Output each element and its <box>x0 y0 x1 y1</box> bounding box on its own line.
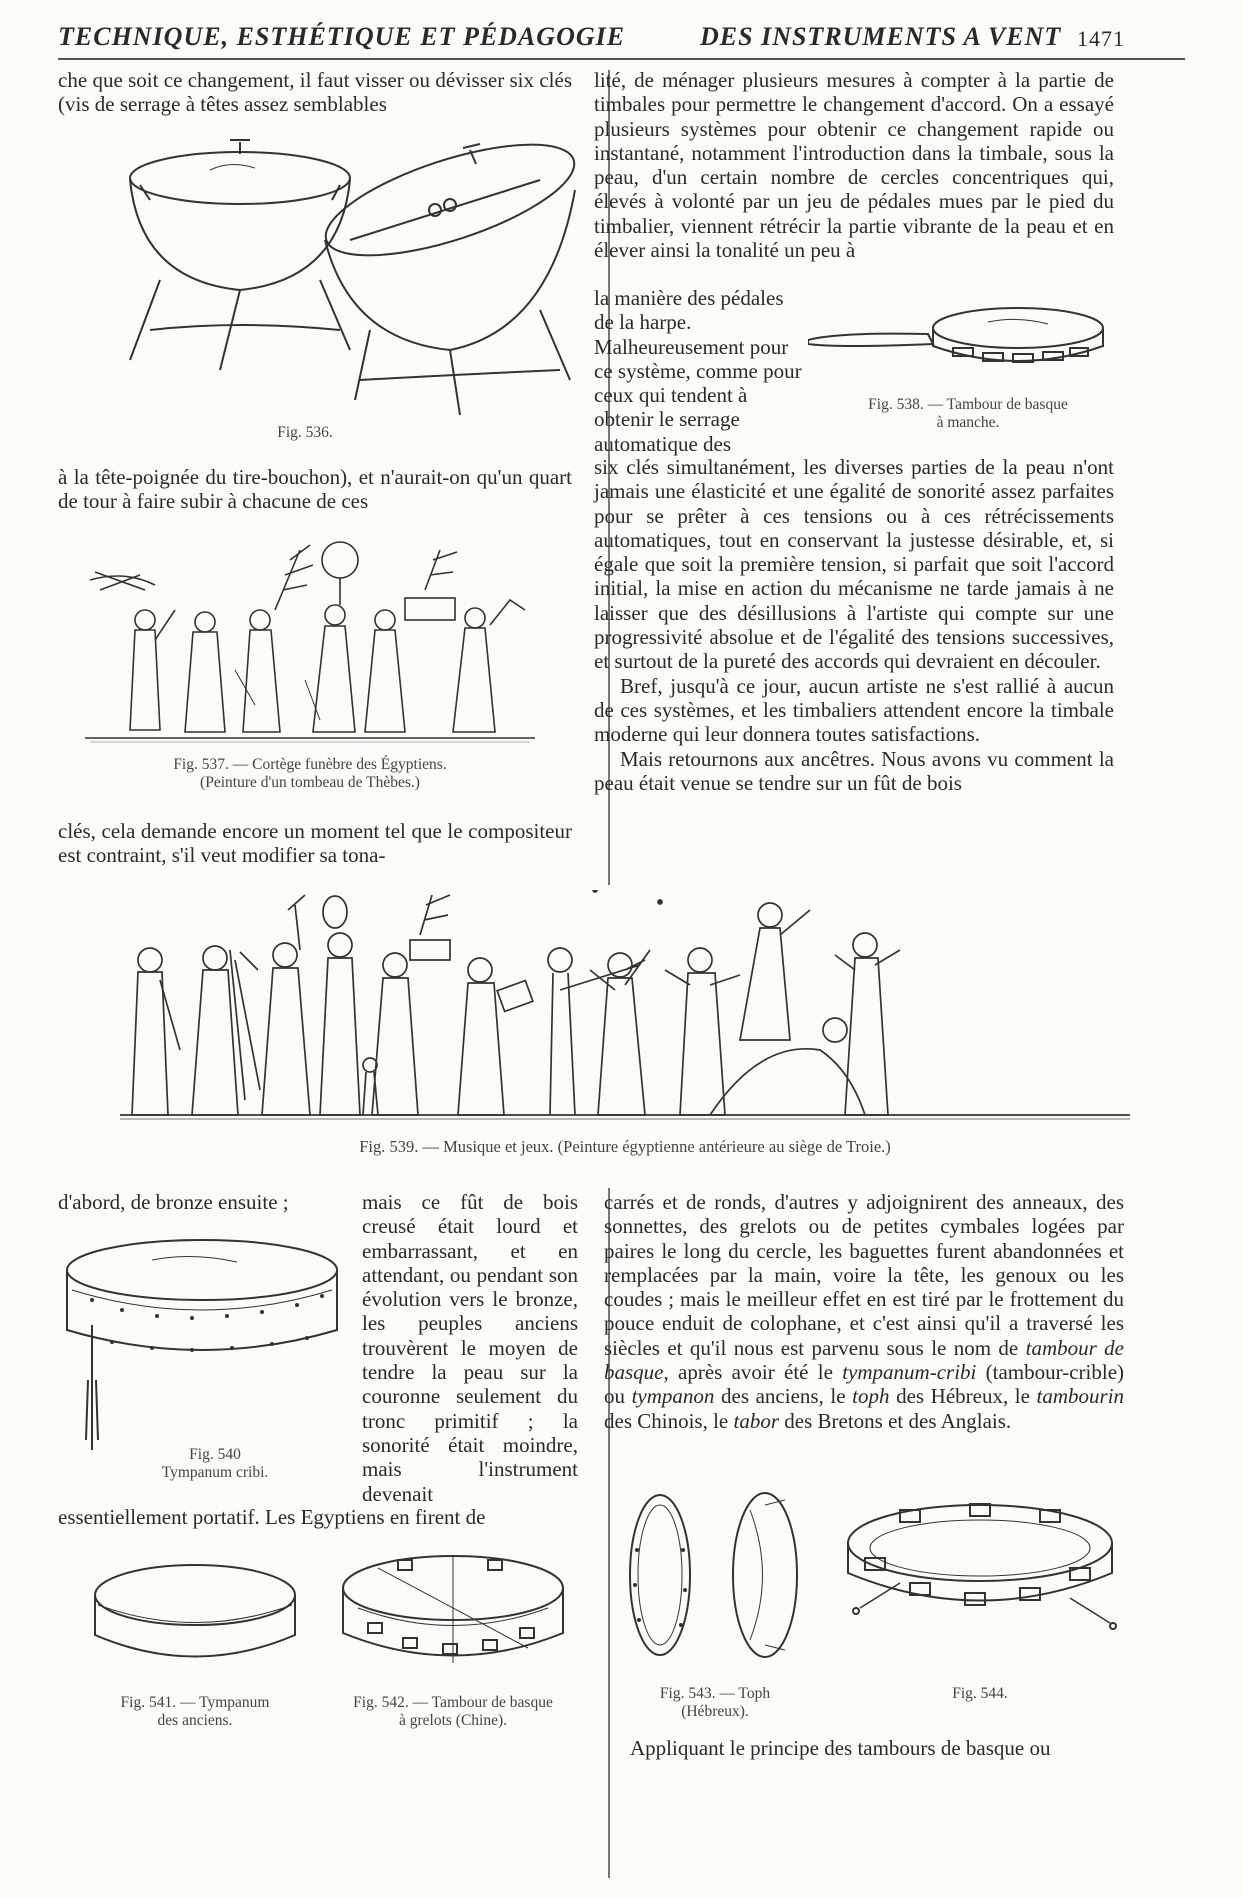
page-number: 1471 <box>1077 26 1125 51</box>
caption-line: à grelots (Chine). <box>398 1712 508 1729</box>
paragraph: Mais retournons aux ancêtres. Nous avons vu comment la peau était venue se tendre sur un fût de bois <box>594 746 1114 795</box>
text-run: des Hébreux, le <box>896 1384 1030 1409</box>
paragraph: clés, cela demande encore un moment tel que le compositeur est contraint, s'il veut modifier sa tona- <box>58 819 572 868</box>
caption-line: des anciens. <box>157 1712 233 1729</box>
figure-543-caption <box>615 1685 815 1721</box>
running-header-right: DES INSTRUMENTS A VENT <box>700 22 1062 51</box>
figure-541-tympanum <box>90 1560 300 1680</box>
caption-line: (Peinture d'un tombeau de Thèbes.) <box>200 774 420 791</box>
paragraph: à la tête-poignée du tire-bouchon), et n'aurait-on qu'un quart de tour à faire subir à chacune de ces <box>58 465 572 514</box>
text-run: des Bretons et des Anglais. <box>784 1408 1012 1433</box>
figure-539-caption: Fig. 539. — Musique et jeux. (Peinture égyptienne antérieure au siège de Troie.) <box>359 1137 891 1156</box>
figure-536-caption: Fig. 536. <box>277 424 333 441</box>
figure-536-timpani <box>120 130 580 420</box>
paragraph: six clés simultanément, les diverses parties de la peau n'ont jamais une élasticité et une égalité de sonorité assez parfaites pour se prêter à ces tensions ou à ces rétrécissements automatiques, tout en conservant la justesse désirable, et, si égale que soit la première tension, si parfait que soit l'accord initial, la mise en action du mécanisme ne tarde jamais à ne laisser que des désillusions à l'artiste qui compte sur une progressivité absolue et de l'égalité des tensions successives, et surtout de la pureté des accords qui devraient en découler. <box>594 455 1114 674</box>
text-run: , après avoir été le <box>663 1360 833 1385</box>
figure-544-tambourine <box>840 1498 1120 1648</box>
figure-539-egyptian-music-and-games <box>120 890 1130 1125</box>
paragraph: la manière des pédales de la harpe. Malheureusement pour ce système, comme pour ceux qui tendent à obtenir le serrage automatique des <box>594 286 802 456</box>
bottom-left-lead <box>58 1190 350 1214</box>
figure-537-caption <box>120 756 500 792</box>
figure-540-tympanum-cribi <box>62 1230 352 1460</box>
term-italic: tympanum-cribi <box>842 1360 977 1385</box>
caption-line: Fig. 543. — Toph <box>659 1685 771 1702</box>
bottom-right-last-line <box>630 1736 1130 1760</box>
caption-line: Fig. 540 <box>189 1446 241 1463</box>
caption-line: Tympanum cribi. <box>161 1464 269 1481</box>
text-run: des anciens, le <box>721 1384 846 1409</box>
term-italic: tympanon <box>631 1384 715 1409</box>
text-run: des Chinois, le <box>604 1408 729 1433</box>
bottom-left-full-text <box>58 1505 578 1529</box>
paragraph: d'abord, de bronze ensuite ; <box>58 1190 289 1214</box>
caption-line: Fig. 542. — Tambour de basque <box>353 1694 553 1711</box>
top-left-text-2 <box>58 465 572 514</box>
paragraph: Appliquant le principe des tambours de basque ou <box>630 1736 1051 1760</box>
caption-line: Fig. 538. — Tambour de basque <box>868 396 1068 413</box>
paragraph: essentiellement portatif. Les Egyptiens en firent de <box>58 1505 486 1529</box>
figure-542-tambourine-chinese <box>338 1548 568 1683</box>
paragraph: Bref, jusqu'à ce jour, aucun artiste ne s'est rallié à aucun de ces systèmes, et les timbaliers attendent encore la timbale moderne qui leur donnera toutes satisfactions. <box>594 673 1114 747</box>
paragraph <box>604 1190 1124 1433</box>
figure-538-caption <box>818 396 1118 432</box>
paragraph: che que soit ce changement, il faut visser ou dévisser six clés (vis de serrage à têtes assez semblables <box>58 68 572 117</box>
term-italic: tambour de basque <box>604 1335 1124 1385</box>
text-run: carrés et de ronds, d'autres y adjoignirent des anneaux, des sonnettes, des grelots ou de petites cymbales logées par paires le long du cercle, les baguettes furent abandonnées et remplacées par la main, voire la tête, les genoux ou les coudes ; mais le meilleur effet en est tiré par le frottement du pouce enduit de colophane, et c'est ainsi qu'il a traversé les siècles et qu'il nous est parvenu sous le nom de <box>604 1190 1124 1360</box>
bottom-right-text <box>604 1190 1124 1433</box>
figure-542-caption <box>318 1694 588 1730</box>
paragraph: lité, de ménager plusieurs mesures à compter à la partie de timbales pour permettre le changement d'accord. On a essayé plusieurs systèmes pour obtenir ce changement rapide ou instantané, notamment l'introduction dans la timbale, sous la peau, d'un certain nombre de cercles concentriques qui, élevés à volonté par un jeu de pédales mues par le pied du timbalier, viennent rétrécir la partie vibrante de la peau et en élever ainsi la tonalité un peu à <box>594 68 1114 263</box>
term-italic: tabor <box>733 1408 780 1433</box>
term-italic: tambourin <box>1036 1384 1125 1409</box>
caption-line: Fig. 537. — Cortège funèbre des Égyptiens. <box>173 756 447 773</box>
top-right-text-2 <box>594 455 1114 795</box>
top-left-text-3 <box>58 819 572 868</box>
header-rule <box>58 58 1185 60</box>
figure-543-toph <box>615 1490 825 1670</box>
caption-line: Fig. 541. — Tympanum <box>120 1694 270 1711</box>
running-header-left: TECHNIQUE, ESTHÉTIQUE ET PÉDAGOGIE <box>58 22 626 51</box>
caption-line: (Hébreux). <box>681 1703 749 1720</box>
top-right-text-1 <box>594 68 1114 262</box>
top-right-narrow-text <box>594 286 802 456</box>
term-italic: toph <box>852 1384 890 1409</box>
figure-541-caption <box>80 1694 310 1730</box>
bottom-left-narrow-text <box>362 1190 578 1506</box>
text-run: (tambour-crible) ou <box>604 1360 1125 1409</box>
caption-line: à manche. <box>936 414 1000 431</box>
figure-537-egyptian-procession <box>85 530 535 745</box>
paragraph: mais ce fût de bois creusé était lourd et embarrassant, et en attendant, ou pendant son évolution vers le bronze, les peuples anciens trouvèrent le moyen de tendre la peau sur la couronne seulement du tronc primitif ; la sonorité était moindre, mais l'instrument devenait <box>362 1190 578 1506</box>
figure-540-caption <box>120 1446 310 1482</box>
figure-544-caption: Fig. 544. <box>952 1685 1008 1702</box>
figure-538-tambourine-handle <box>808 298 1108 378</box>
top-left-text-1 <box>58 68 572 117</box>
